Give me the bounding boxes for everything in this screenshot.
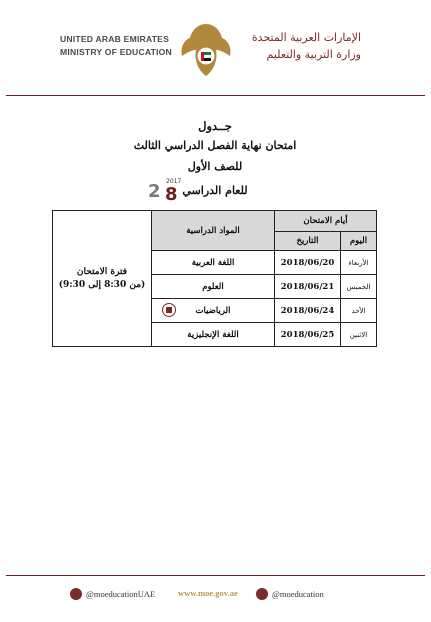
website-link[interactable]: www.moe.gov.ae	[178, 588, 238, 598]
row-subject-cell	[152, 299, 275, 323]
instagram-handle: @moeducation	[272, 589, 324, 599]
row-date: 2018/06/24	[275, 299, 341, 323]
row-day: الأحد	[341, 299, 377, 323]
header-divider	[6, 95, 425, 96]
footer-instagram[interactable]	[256, 588, 324, 600]
row-date: 2018/06/25	[275, 323, 341, 347]
twitter-handle: @moeducationUAE	[86, 589, 156, 599]
instagram-icon	[256, 588, 268, 600]
country-name-en: UNITED ARAB EMIRATES	[60, 34, 170, 44]
footer-divider	[6, 575, 425, 576]
country-name-ar: الإمارات العربية المتحدة	[251, 31, 361, 44]
exam-period-label: فترة الامتحان	[76, 266, 128, 277]
year-logo-right: 8	[165, 184, 178, 201]
subjects-header: المواد الدراسية	[152, 211, 275, 251]
year-logo-left: 2	[148, 181, 161, 201]
ministry-name-en: MINISTRY OF EDUCATION	[60, 47, 172, 57]
ministry-name-ar: وزارة التربية والتعليم	[266, 48, 361, 61]
footer-website[interactable]	[178, 588, 238, 598]
twitter-icon	[70, 588, 82, 600]
row-day: الخميس	[341, 275, 377, 299]
exam-period-cell	[53, 211, 152, 347]
row-day: الأربعاء	[341, 251, 377, 275]
row-subject: الرياضيات	[195, 305, 231, 316]
footer-twitter[interactable]	[70, 588, 155, 600]
row-subject: اللغة الإنجليزية	[152, 323, 275, 347]
day-header: اليوم	[341, 232, 377, 251]
ministry-name-english	[60, 33, 180, 59]
row-date: 2018/06/21	[275, 275, 341, 299]
doc-title: جــدول	[198, 119, 232, 133]
date-header: التاريخ	[275, 232, 341, 251]
year-2018-logo	[148, 175, 184, 201]
calculator-icon	[162, 303, 176, 317]
exam-days-header: أيام الامتحان	[275, 211, 377, 232]
row-day: الاثنين	[341, 323, 377, 347]
grade-title: للصف الأول	[187, 160, 243, 173]
exam-schedule-table	[52, 210, 377, 347]
row-date: 2018/06/20	[275, 251, 341, 275]
year-logo-top: 2017	[166, 178, 182, 185]
row-subject: العلوم	[152, 275, 275, 299]
exam-period-time: (من 8:30 إلى 9:30)	[58, 279, 146, 290]
row-subject: اللغة العربية	[152, 251, 275, 275]
exam-title: امتحان نهاية الفصل الدراسي الثالث	[133, 139, 297, 152]
year-title: للعام الدراسي	[182, 184, 248, 197]
ministry-name-arabic	[211, 29, 361, 63]
